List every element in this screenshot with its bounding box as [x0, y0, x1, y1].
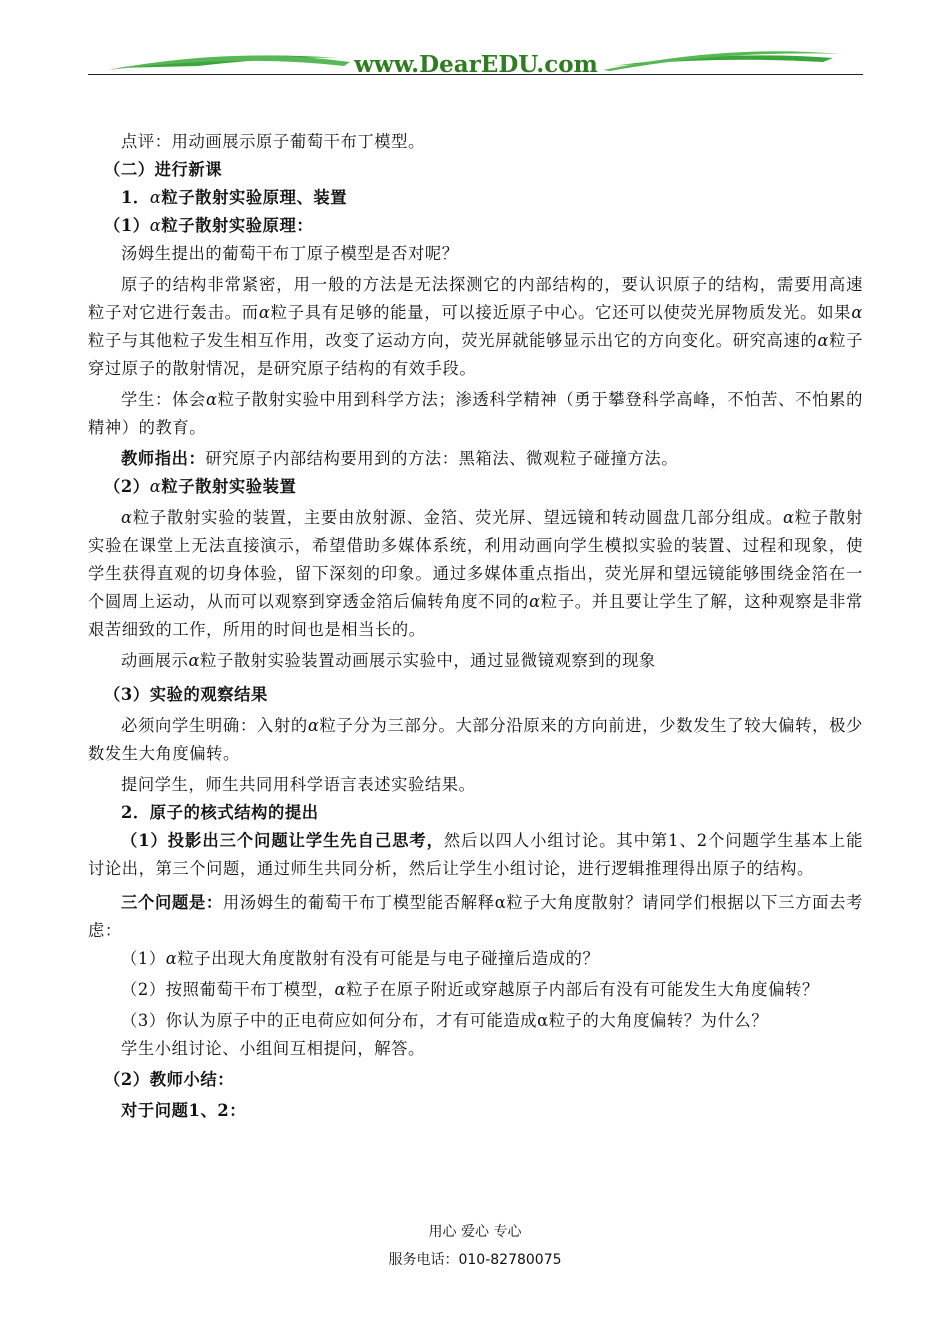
- question-paragraph: 汤姆生提出的葡萄干布丁原子模型是否对呢？: [121, 244, 459, 263]
- subheading-3-results: （3）实验的观察结果: [104, 685, 268, 704]
- footer-slogan: 用心 爱心 专心: [428, 1224, 522, 1240]
- discussion-paragraph: 学生小组讨论、小组间互相提问，解答。: [121, 1039, 425, 1058]
- question-item-3: （3）你认为原子中的正电荷应如何分布，才有可能造成α粒子的大角度偏转？为什么？: [121, 1011, 769, 1030]
- question-item-2: （2）按照葡萄干布丁模型，α粒子在原子附近或穿越原子内部后有没有可能发生大角度偏转？: [121, 980, 819, 999]
- heading-1: 1．α粒子散射实验原理、装置: [121, 188, 348, 207]
- apparatus-paragraph: α粒子散射实验的装置，主要由放射源、金箔、荧光屏、望远镜和转动圆盘几部分组成。α粒子散射实验在课堂上无法直接演示，希望借助多媒体系统，利用动画向学生模拟实验的装置、过程和现象，使学生获得直观的切身体验，留下深刻的印象。通过多媒体重点指出，荧光屏和望远镜能够围绕金箔在一个圆周上运动，从而可以观察到穿透金箔后偏转角度不同的α粒子。并且要让学生了解，这种观察是非常艰苦细致的工作，所用的时间也是相当长的。: [88, 508, 864, 639]
- student-paragraph: 学生：体会α粒子散射实验中用到科学方法；渗透科学精神（勇于攀登科学高峰，不怕苦、不怕累的精神）的教育。: [88, 390, 863, 437]
- results-paragraph: 必须向学生明确：入射的α粒子分为三部分。大部分沿原来的方向前进，少数发生了较大偏转，极少数发生大角度偏转。: [88, 716, 863, 763]
- subheading-2-apparatus: （2）α粒子散射实验装置: [104, 477, 297, 496]
- review-paragraph: 点评：用动画展示原子葡萄干布丁模型。: [121, 132, 425, 151]
- section-heading-new-lesson: （二）进行新课: [104, 160, 223, 179]
- heading-2: 2．原子的核式结构的提出: [121, 803, 319, 822]
- teacher-summary-heading: （2）教师小结：: [104, 1070, 235, 1089]
- projection-paragraph: （1）投影出三个问题让学生先自己思考，然后以四人小组讨论。其中第1、2个问题学生基本上能讨论出，第三个问题，通过师生共同分析，然后让学生小组讨论，进行逻辑推理得出原子的结构。: [88, 831, 863, 878]
- subheading-1-principle: （1）α粒子散射实验原理：: [104, 216, 314, 235]
- three-questions-paragraph: 三个问题是：用汤姆生的葡萄干布丁模型能否解释α粒子大角度散射？请同学们根据以下三方面去考虑：: [88, 893, 863, 940]
- document-body: [88, 128, 863, 1125]
- animation-paragraph: 动画展示α粒子散射实验装置动画展示实验中，通过显微镜观察到的现象: [121, 651, 656, 670]
- questions-1-2-heading: 对于问题1、2：: [121, 1101, 247, 1120]
- page-footer: [0, 1218, 950, 1274]
- header-logo-text: www.DearEDU.com: [354, 51, 598, 78]
- question-students-paragraph: 提问学生，师生共同用科学语言表述实验结果。: [121, 775, 476, 794]
- header-divider: [88, 74, 863, 75]
- footer-phone: 服务电话：010-82780075: [388, 1252, 562, 1268]
- principle-paragraph: 原子的结构非常紧密，用一般的方法是无法探测它的内部结构的，要认识原子的结构，需要用高速粒子对它进行轰击。而α粒子具有足够的能量，可以接近原子中心。它还可以使荧光屏物质发光。如果α粒子与其他粒子发生相互作用，改变了运动方向，荧光屏就能够显示出它的方向变化。研究高速的α粒子穿过原子的散射情况，是研究原子结构的有效手段。: [88, 275, 863, 378]
- question-item-1: （1）α粒子出现大角度散射有没有可能是与电子碰撞后造成的？: [121, 949, 600, 968]
- teacher-note-paragraph: 教师指出：研究原子内部结构要用到的方法：黑箱法、微观粒子碰撞方法。: [121, 449, 679, 468]
